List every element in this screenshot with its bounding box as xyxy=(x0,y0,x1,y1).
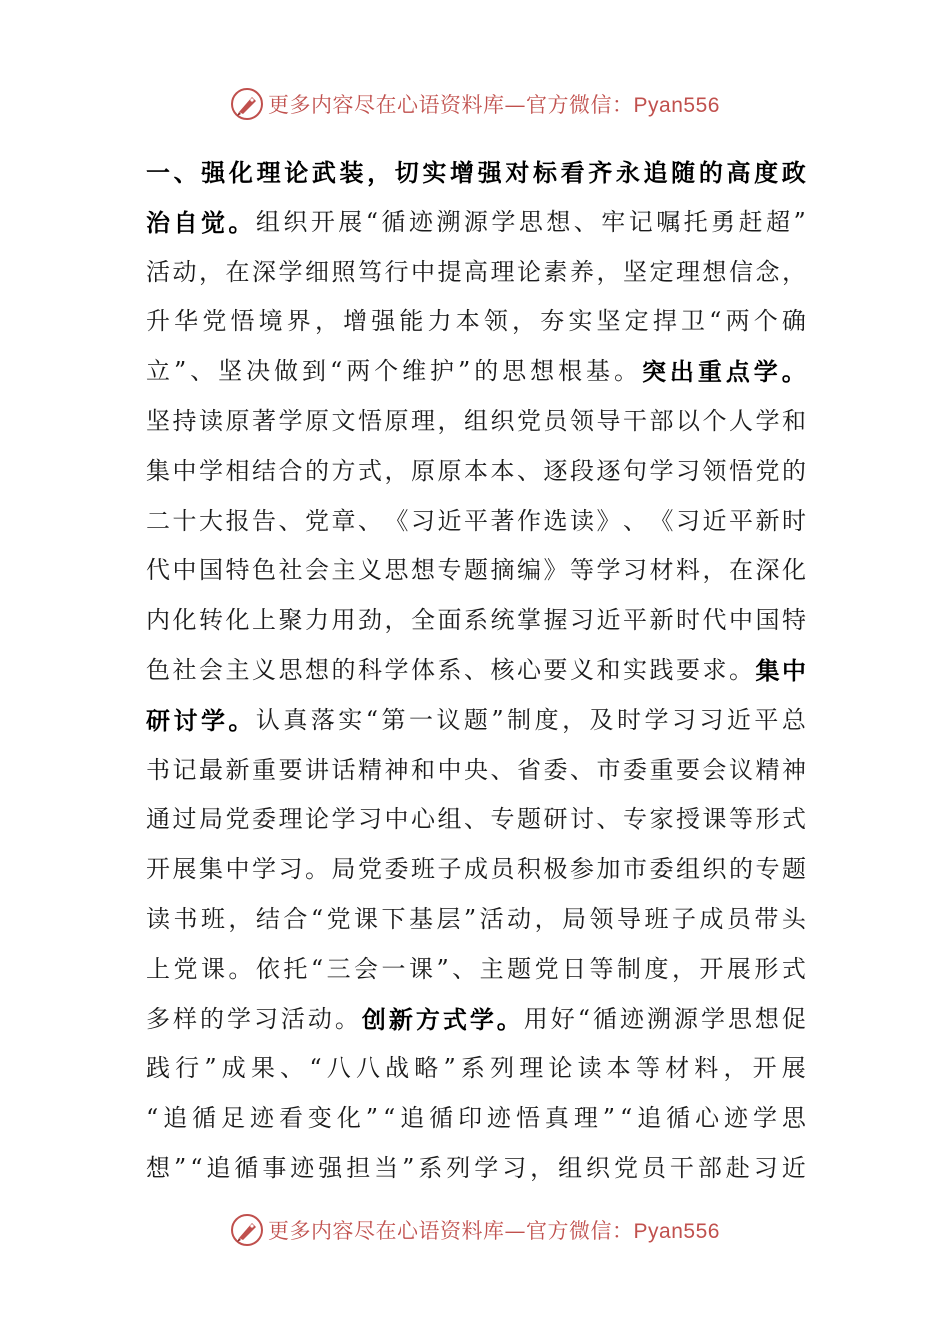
text-line: 研 讨 学 。 认 真 落 实 “ 第 一 议 题 ” 制 度 ， 及 时 学 习 习 近 平 总 xyxy=(146,705,806,735)
text-line: 一 、 强 化 理 论 武 装 ， 切 实 增 强 对 标 看 齐 永 追 随 的 高 度 政 xyxy=(146,158,806,187)
header-watermark-text: 更多内容尽在心语资料库—官方微信：Pyan556 xyxy=(268,93,720,117)
footer-watermark-banner xyxy=(0,1210,950,1250)
text-line: 内 化 转 化 上 聚 力 用 劲 ， 全 面 系 统 掌 握 习 近 平 新 时 代 中 国 特 xyxy=(146,606,806,635)
text-line: 想 ” “ 追 循 事 迹 强 担 当 ” 系 列 学 习 ， 组 织 党 员 干 部 赴 习 近 xyxy=(146,1153,806,1182)
text-line: 坚 持 读 原 著 学 原 文 悟 原 理 ， 组 织 党 员 领 导 干 部 以 个 人 学 和 xyxy=(146,406,806,435)
header-watermark-banner xyxy=(0,84,950,124)
text-line: 色 社 会 主 义 思 想 的 科 学 体 系 、 核 心 要 义 和 实 践 要 求 。 集 中 xyxy=(146,655,806,685)
text-line: 集 中 学 相 结 合 的 方 式 ， 原 原 本 本 、 逐 段 逐 句 学 习 领 悟 党 的 xyxy=(146,456,806,485)
text-line: 上 党 课 。 依 托 “ 三 会 一 课 ” 、 主 题 党 日 等 制 度 ， 开 展 形 式 xyxy=(146,954,806,983)
text-line: 多 样 的 学 习 活 动 。 创 新 方 式 学 。 用 好 “ 循 迹 溯 源 学 思 想 促 xyxy=(146,1004,806,1034)
text-line: “ 追 循 足 迹 看 变 化 ” “ 追 循 印 迹 悟 真 理 ” “ 追 循 心 迹 学 思 xyxy=(146,1104,806,1133)
text-line: 开 展 集 中 学 习 。 局 党 委 班 子 成 员 积 极 参 加 市 委 组 织 的 专 题 xyxy=(146,855,806,884)
footer-watermark-text: 更多内容尽在心语资料库—官方微信：Pyan556 xyxy=(268,1219,720,1243)
text-line: 二 十 大 报 告 、 党 章 、 《 习 近 平 著 作 选 读 》 、 《 习 近 平 新 时 xyxy=(146,506,806,535)
pen-nib-logo-icon xyxy=(230,1213,264,1247)
text-line: 书 记 最 新 重 要 讲 话 精 神 和 中 央 、 省 委 、 市 委 重 要 会 议 精 神 xyxy=(146,755,806,784)
text-line: 践 行 ” 成 果 、 “ 八 八 战 略 ” 系 列 理 论 读 本 等 材 料 ， 开 展 xyxy=(146,1054,806,1083)
pen-nib-logo-icon xyxy=(230,87,264,121)
text-line: 立 ” 、 坚 决 做 到 “ 两 个 维 护 ” 的 思 想 根 基 。 突 出 重 点 学 。 xyxy=(146,357,806,387)
text-line: 治 自 觉 。 组 织 开 展 “ 循 迹 溯 源 学 思 想 、 牢 记 嘱 托 勇 赶 超 ” xyxy=(146,207,806,237)
text-line: 升 华 党 悟 境 界 ， 增 强 能 力 本 领 ， 夯 实 坚 定 捍 卫 “ 两 个 确 xyxy=(146,307,806,336)
text-line: 通 过 局 党 委 理 论 学 习 中 心 组 、 专 题 研 讨 、 专 家 授 课 等 形 式 xyxy=(146,805,806,834)
text-line: 代 中 国 特 色 社 会 主 义 思 想 专 题 摘 编 》 等 学 习 材 料 ， 在 深 化 xyxy=(146,556,806,585)
document-body xyxy=(146,148,806,1194)
text-line: 活 动 ， 在 深 学 细 照 笃 行 中 提 高 理 论 素 养 ， 坚 定 理 想 信 念 ， xyxy=(146,257,806,286)
text-line: 读 书 班 ， 结 合 “ 党 课 下 基 层 ” 活 动 ， 局 领 导 班 子 成 员 带 头 xyxy=(146,904,806,933)
